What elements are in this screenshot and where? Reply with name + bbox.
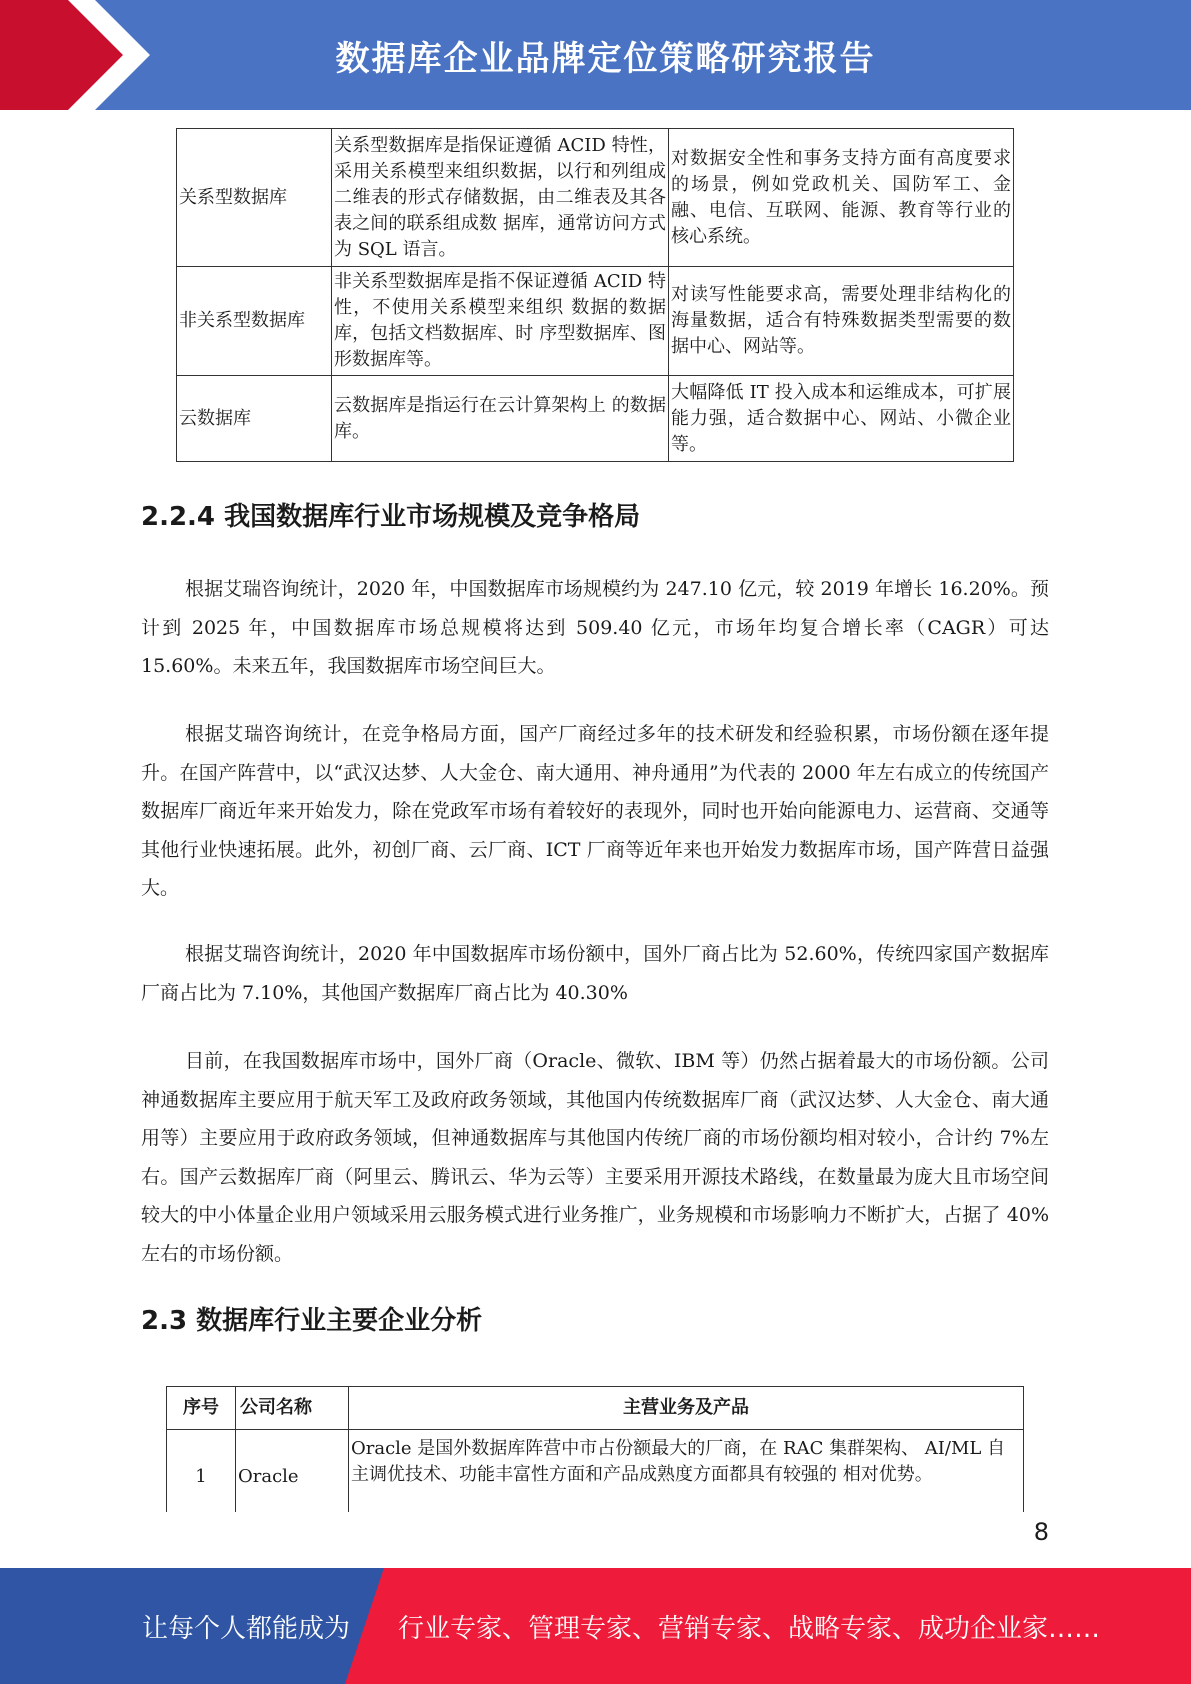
db-scenario-cell: 对读写性能要求高，需要处理非结构化的海量数据，适合有特殊数据类型需要的数据中心、网站等。 — [669, 267, 1014, 376]
table-row — [167, 1430, 1024, 1525]
column-header-business: 主营业务及产品 — [349, 1387, 1024, 1430]
section-heading-2-2-4: 2.2.4 我国数据库行业市场规模及竞争格局 — [141, 502, 641, 532]
footer-slogan-left: 让每个人都能成为 — [142, 1613, 351, 1644]
table-page-break-mask — [150, 1512, 1050, 1572]
table-row — [177, 129, 1014, 267]
business-description-cell: Oracle 是国外数据库阵营中市占份额最大的厂商，在 RAC 集群架构、 AI/ML 自主调优技术、功能丰富性方面和产品成熟度方面都具有较强的 相对优势。 — [349, 1430, 1024, 1525]
page-number: 8 — [1033, 1518, 1049, 1546]
paragraph-competition: 根据艾瑞咨询统计，在竞争格局方面，国产厂商经过多年的技术研发和经验积累，市场份额在逐年提升。在国产阵营中，以“武汉达梦、人大金仓、南大通用、神舟通用”为代表的 2000 年左右成立的传统国产数据库厂商近年来开始发力，除在党政军市场有着较好的表现外，同时也开始向能源电力、运营商、交通等其他行业快速拓展。此外，初创厂商、云厂商、ICT 厂商等近年来也开始发力数据库市场，国产阵营日益强大。 — [141, 723, 1049, 899]
paragraph-market-share: 根据艾瑞咨询统计，2020 年中国数据库市场份额中，国外厂商占比为 52.60%，传统四家国产数据库厂商占比为 7.10%，其他国产数据库厂商占比为 40.30% — [141, 943, 1049, 1004]
db-type-cell: 非关系型数据库 — [177, 267, 332, 376]
column-header-no: 序号 — [167, 1387, 236, 1430]
table-row — [177, 267, 1014, 376]
db-type-cell: 关系型数据库 — [177, 129, 332, 267]
paragraph-market-size: 根据艾瑞咨询统计，2020 年，中国数据库市场规模约为 247.10 亿元，较 2019 年增长 16.20%。预计到 2025 年，中国数据库市场总规模将达到 509.40 亿元，市场年均复合增长率（CAGR）可达 15.60%。未来五年，我国数据库市场空间巨大。 — [141, 578, 1049, 677]
db-definition-cell: 非关系型数据库是指不保证遵循 ACID 特性，不使用关系模型来组织 数据的数据库，包括文档数据库、时 序型数据库、图形数据库等。 — [332, 267, 669, 376]
companies-table — [166, 1386, 1024, 1525]
footer-slogan-right: 行业专家、管理专家、营销专家、战略专家、成功企业家…… — [398, 1613, 1101, 1644]
report-title: 数据库企业品牌定位策略研究报告 — [335, 38, 876, 79]
db-scenario-cell: 大幅降低 IT 投入成本和运维成本，可扩展能力强，适合数据中心、网站、小微企业等。 — [669, 376, 1014, 462]
page-footer — [0, 1568, 1191, 1684]
header-chevron-decoration — [0, 0, 160, 110]
db-type-cell: 云数据库 — [177, 376, 332, 462]
row-number-cell: 1 — [167, 1430, 236, 1525]
table-header-row — [167, 1387, 1024, 1430]
table-row — [177, 376, 1014, 462]
db-definition-cell: 云数据库是指运行在云计算架构上 的数据库。 — [332, 376, 669, 462]
section-heading-2-3: 2.3 数据库行业主要企业分析 — [141, 1306, 483, 1336]
column-header-company: 公司名称 — [236, 1387, 349, 1430]
db-definition-cell: 关系型数据库是指保证遵循 ACID 特性，采用关系模型来组织数据，以行和列组成二维表的形式存储数据，由二维表及其各表之间的联系组成数 据库，通常访问方式为 SQL 语言。 — [332, 129, 669, 267]
company-name-cell: Oracle — [236, 1430, 349, 1525]
page-header — [0, 0, 1191, 110]
database-types-table — [176, 128, 1014, 462]
db-scenario-cell: 对数据安全性和事务支持方面有高度要求的场景，例如党政机关、国防军工、金融、电信、互联网、能源、教育等行业的核心系统。 — [669, 129, 1014, 267]
paragraph-current-landscape: 目前，在我国数据库市场中，国外厂商（Oracle、微软、IBM 等）仍然占据着最大的市场份额。公司神通数据库主要应用于航天军工及政府政务领域，其他国内传统数据库厂商（武汉达梦、人大金仓、南大通用等）主要应用于政府政务领域，但神通数据库与其他国内传统厂商的市场份额均相对较小，合计约 7%左右。国产云数据库厂商（阿里云、腾讯云、华为云等）主要采用开源技术路线，在数量最为庞大且市场空间较大的中小体量企业用户领域采用云服务模式进行业务推广，业务规模和市场影响力不断扩大，占据了 40%左右的市场份额。 — [141, 1050, 1049, 1265]
